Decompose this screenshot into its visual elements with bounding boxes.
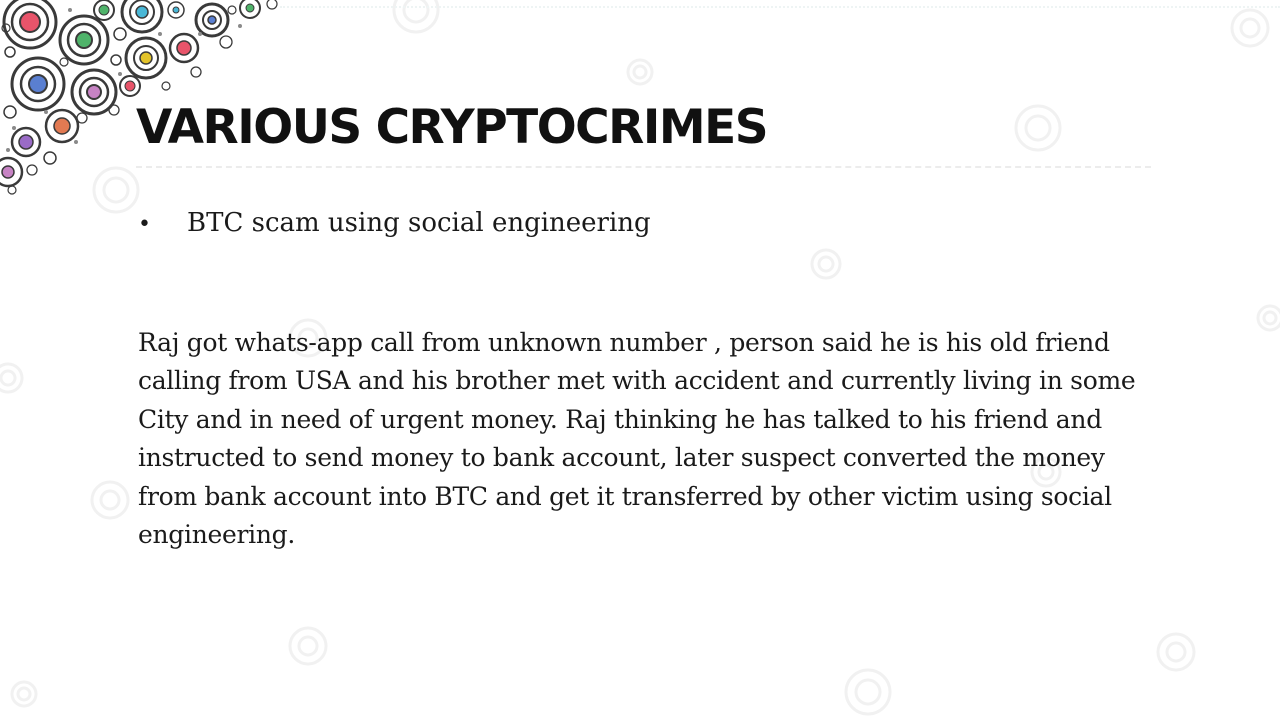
top-decorative-rule xyxy=(280,6,1280,8)
title-underline xyxy=(136,166,1151,168)
bullet-list xyxy=(138,202,651,246)
bullet-item xyxy=(138,202,651,246)
slide-title: VARIOUS CRYPTOCRIMES xyxy=(136,100,768,155)
body-paragraph: Raj got whats-app call from unknown number , person said he is his old friend calling from USA and his brother met with accident and currently living in some City and in need of urgent money. Raj thinking he has talked to his friend and instructed to send money to bank account, later suspect converted the money from bank account into BTC and get it transferred by other victim using social engineering. xyxy=(138,328,1136,550)
bullet-marker: • xyxy=(138,212,151,237)
bullet-text: BTC scam using social engineering xyxy=(187,208,651,238)
